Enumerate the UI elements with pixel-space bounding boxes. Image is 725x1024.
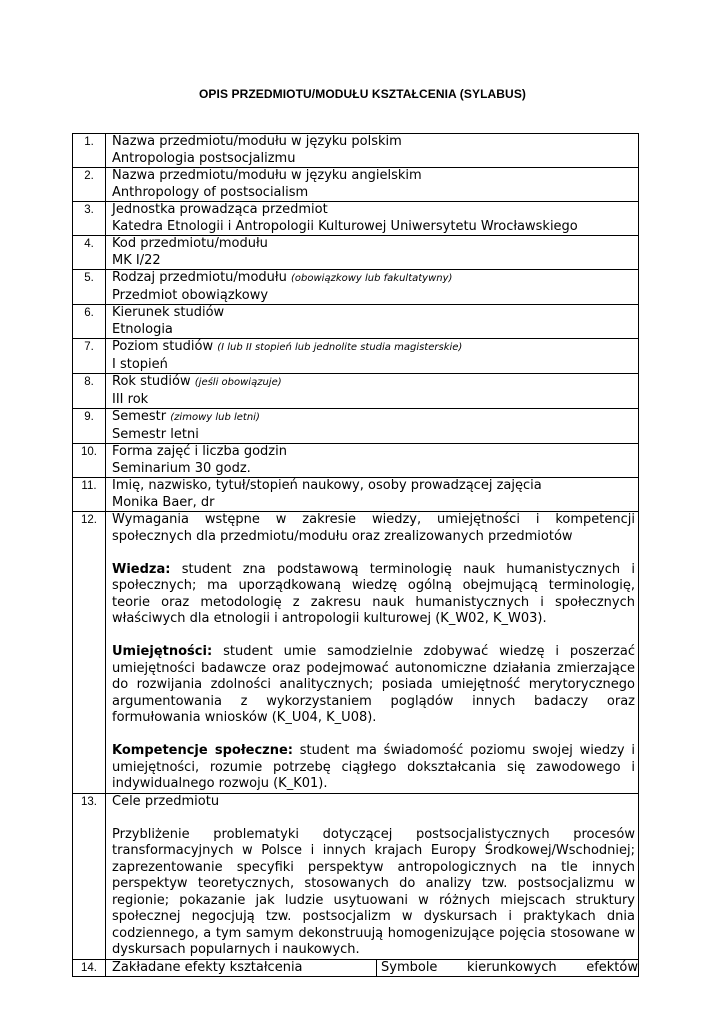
row-label-text: Kierunek studiów [112,305,225,320]
syllabus-table [72,133,639,977]
row-label-text: Rok studiów [112,374,191,389]
row-label-text: Nazwa przedmiotu/modułu w języku polskim [112,134,402,149]
row-label: Wymagania wstępne w zakresie wiedzy, umiejętności i kompetencji społecznych dla przedmiotu/modułu oraz zrealizowanych przedmiotów [112,512,635,544]
requirement-competences-label: Kompetencje społeczne: [112,743,294,758]
row-value: Semestr letni [112,426,199,442]
row-content [106,409,639,444]
row-label [112,168,635,185]
row-label: Zakładane efekty kształcenia [112,960,377,977]
row-number: 14. [73,959,106,977]
requirement-competences [112,743,635,793]
row-label [112,202,635,219]
row-label [112,409,635,427]
requirement-skills-label: Umiejętności: [112,644,213,659]
row-value: III rok [112,391,149,407]
row-label-text: Nazwa przedmiotu/modułu w języku angielskim [112,168,422,183]
row-content [106,236,639,270]
row-value: MK I/22 [112,252,161,268]
row-number: 7. [73,339,106,374]
document-title: OPIS PRZEDMIOTU/MODUŁU KSZTAŁCENIA (SYLABUS) [198,87,527,101]
row-content [106,339,639,374]
row-hint: (zimowy lub letni) [170,412,260,423]
row-number: 6. [73,305,106,339]
syllabus-rows [73,134,639,512]
row-value: Monika Baer, dr [112,494,215,510]
course-goals-text: Przybliżenie problematyki dotyczącej postsocjalistycznych procesów transformacyjnych w Polsce i innych krajach Europy Środkowej/Wschodniej; zaprezentowanie specyfiki perspektyw antropologicznych na tle innych perspektyw teoretycznych, stosowanych do analizy tzw. postsocjalizmu w regionie; pokazanie jak ludzie usytuowani w różnych miejscach struktury społecznej negocjują tzw. postsocjalizm w dyskursach i praktykach dnia codziennego, a tym samym dekonstruują homogenizujące pojęcia stosowane w dyskursach popularnych i naukowych. [112,826,635,957]
row-label [112,134,635,151]
row-content [106,168,639,202]
row-number: 4. [73,236,106,270]
row-number: 1. [73,134,106,168]
requirement-knowledge [112,562,635,628]
table-row [73,512,639,794]
requirement-competences-text: student ma świadomość poziomu swojej wiedzy i umiejętności, rozumie potrzebę ciągłego dokształcania się zawodowego i indywidualnego rozwoju (K_K01). [112,743,635,791]
row-hint: (obowiązkowy lub fakultatywny) [291,273,453,284]
row-value: Katedra Etnologii i Antropologii Kulturowej Uniwersytetu Wrocławskiego [112,218,578,234]
row-content [106,959,639,977]
requirement-skills [112,644,635,727]
row-content [106,444,639,478]
row-content [106,134,639,168]
row-label [112,444,635,461]
row-number: 2. [73,168,106,202]
row-value: Antropologia postsocjalizmu [112,150,296,166]
row-content [106,512,639,794]
table-row [73,236,639,270]
row-value: Anthropology of postsocialism [112,184,309,200]
table-row [73,444,639,478]
table-row [73,270,639,305]
table-row [73,168,639,202]
row-label: Cele przedmiotu [112,793,220,809]
row-label [112,236,635,253]
syllabus-rows-extended [73,512,639,977]
row-label [112,374,635,392]
row-label-text: Jednostka prowadząca przedmiot [112,202,328,217]
table-row [73,134,639,168]
row-number: 5. [73,270,106,305]
row-content [106,793,639,959]
row-label [112,339,635,357]
table-row [73,793,639,959]
row-content [106,374,639,409]
row-value: Przedmiot obowiązkowy [112,287,269,303]
requirement-knowledge-text: student zna podstawową terminologię nauk humanistycznych i społecznych; ma uporządkowaną wiedzę ogólną obejmującą terminologię, teorie oraz metodologię z zakresu nauk humanistycznych i społecznych właściwych dla etnologii i antropologii kulturowej (K_W02, K_W03). [112,561,635,626]
row-value: Seminarium 30 godz. [112,460,251,476]
row-label-text: Forma zajęć i liczba godzin [112,444,287,459]
row-label-text: Rodzaj przedmiotu/modułu [112,270,287,285]
row-content [106,305,639,339]
row-label [112,270,635,288]
row-number: 13. [73,793,106,959]
row-label-text: Kod przedmiotu/modułu [112,236,268,251]
row-value: Etnologia [112,321,173,337]
outcome-symbols-header: Symbole kierunkowych efektów [381,959,638,975]
row-number: 12. [73,512,106,794]
table-row [73,305,639,339]
row-hint: (I lub II stopień lub jednolite studia magisterskie) [217,342,463,353]
row-number: 9. [73,409,106,444]
requirement-knowledge-label: Wiedza: [112,561,171,577]
row-content [106,202,639,236]
row-label-text: Imię, nazwisko, tytuł/stopień naukowy, osoby prowadzącej zajęcia [112,478,542,493]
row-hint: (jeśli obowiązuje) [194,377,282,388]
row-number: 10. [73,444,106,478]
row-number: 11. [73,478,106,512]
table-row [73,374,639,409]
table-row [73,478,639,512]
row-number: 8. [73,374,106,409]
table-row [73,202,639,236]
row-label-text: Semestr [112,409,167,424]
table-row [73,959,639,977]
table-row [73,409,639,444]
row-content [106,478,639,512]
row-content [106,270,639,305]
table-row [73,339,639,374]
row-label-text: Poziom studiów [112,339,214,354]
row-label [112,305,635,322]
row-number: 3. [73,202,106,236]
requirement-skills-text: student umie samodzielnie zdobywać wiedzę i poszerzać umiejętności badawcze oraz podejmować autonomiczne działania zmierzające do rozwijania zdolności analitycznych; posiada umiejętność merytorycznego argumentowania z wykorzystaniem poglądów innych badaczy oraz formułowania wniosków (K_U04, K_U08). [112,644,635,725]
row-label [112,478,635,495]
row-value: I stopień [112,356,168,372]
